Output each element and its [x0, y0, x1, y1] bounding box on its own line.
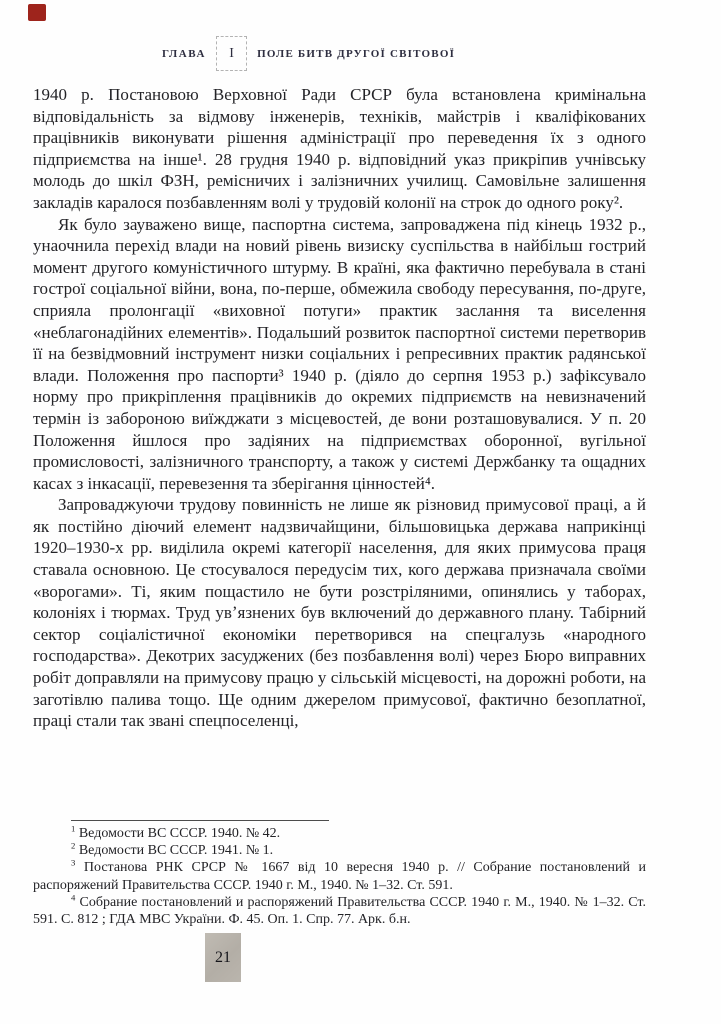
footnotes-block: [33, 820, 646, 928]
footnote-divider: [71, 820, 329, 821]
footnote-text: Ведомости ВС СССР. 1940. № 42.: [75, 826, 281, 841]
chapter-label: ГЛАВА: [162, 47, 207, 60]
footnote-marker: 3: [71, 857, 76, 868]
footnote-marker: 4: [71, 892, 76, 903]
footnote-text: Постанова РНК СРСР № 1667 від 10 вересня 1940 р. // Собрание постановлений и распоряжений Правительства СССР. 1940 г. М., 1940. № 1–32. Ст. 591.: [33, 860, 646, 893]
running-header: [162, 36, 455, 71]
footnote-text: Собрание постановлений и распоряжений Правительства СССР. 1940 г. М., 1940. № 1–32. Ст. 591. С. 812 ; ГДА МВС України. Ф. 45. Оп. 1. Спр. 77. Арк. б.н.: [33, 894, 646, 928]
red-marker: [28, 4, 46, 21]
paragraph: Запроваджуючи трудову повинність не лише як різновид примусової праці, а й як постійно діючий елемент надзвичайщини, більшовицька держава наприкінці 1920–1930-х рр. виділила окремі категорії населення, для яких примусова праця ставала основною. Це стосувалося передусім тих, кого держава призначала своїми «ворогами». Ті, яким пощастило не бути розстріляними, опинялись у таборах, колоніях і тюрмах. Труд увʼязнених був включений до державного плану. Табірний сектор соціалістичної економіки перетворився на спецгалузь «народного господарства». Декотрих засуджених (без позбавлення волі) через Бюро виправних робіт доправляли на примусову працю у сільській місцевості, на дорожні роботи, на заготівлю палива тощо. Ще одним джерелом примусової, фактично безоплатної, праці стали так звані спецпоселенці,: [33, 495, 646, 731]
body-text-block: [33, 84, 646, 732]
page-number-tab: [205, 933, 241, 982]
chapter-title: ПОЛЕ БИТВ ДРУГОЇ СВІТОВОЇ: [257, 47, 456, 60]
paragraph: Як було зауважено вище, паспортна система, запроваджена під кінець 1932 р., унаочнила перехід влади на новий рівень визиску суспільства в найбільш гострий момент другого комуністичного штурму. В країні, яка фактично перебувала в стані гострої соціальної війни, вона, по-перше, обмежила свободу пересування, по-друге, сприяла пролонгації «виховної потуги» практик заслання та виселення «неблагонадійних елементів». Подальший розвиток паспортної системи перетворив її на безвідмовний інструмент низки соціальних і репресивних практик радянської влади. Положення про паспорти³ 1940 р. (діяло до серпня 1953 р.) зафіксувало норму про прикріплення працівників до окремих підприємств на невизначений термін із забороною виїжджати з місцевостей, де вони розташовувалися. У п. 20 Положення йшлося про задіяних на підприємствах оборонної, вугільної промисловості, залізничного транспорту, а також у системі Держбанку та ощадних касах з інкасації, перевезення та зберігання цінностей⁴.: [33, 214, 646, 493]
footnote-marker: 2: [71, 840, 76, 851]
page-number: 21: [215, 948, 231, 966]
paragraph: 1940 р. Постановою Верховної Ради СРСР була встановлена кримінальна відповідальність за відмову інженерів, техніків, майстрів і кваліфікованих працівників виконувати рішення адміністрації про переведення їх з одного підприємства на інше¹. 28 грудня 1940 р. відповідний указ прикріпив учнівську молодь до шкіл ФЗН, ремісничих і залізничних училищ. Самовільне залишення закладів каралося позбавленням волі у трудовій колонії на строк до одного року².: [33, 85, 646, 212]
chapter-number-box: [216, 36, 247, 71]
footnote: [33, 859, 646, 893]
footnote-marker: 1: [71, 823, 76, 834]
footnote: [33, 894, 646, 928]
footnote: [33, 842, 646, 859]
chapter-number: I: [229, 45, 234, 61]
footnote-text: Ведомости ВС СССР. 1941. № 1.: [75, 843, 274, 859]
footnote: [33, 825, 646, 842]
